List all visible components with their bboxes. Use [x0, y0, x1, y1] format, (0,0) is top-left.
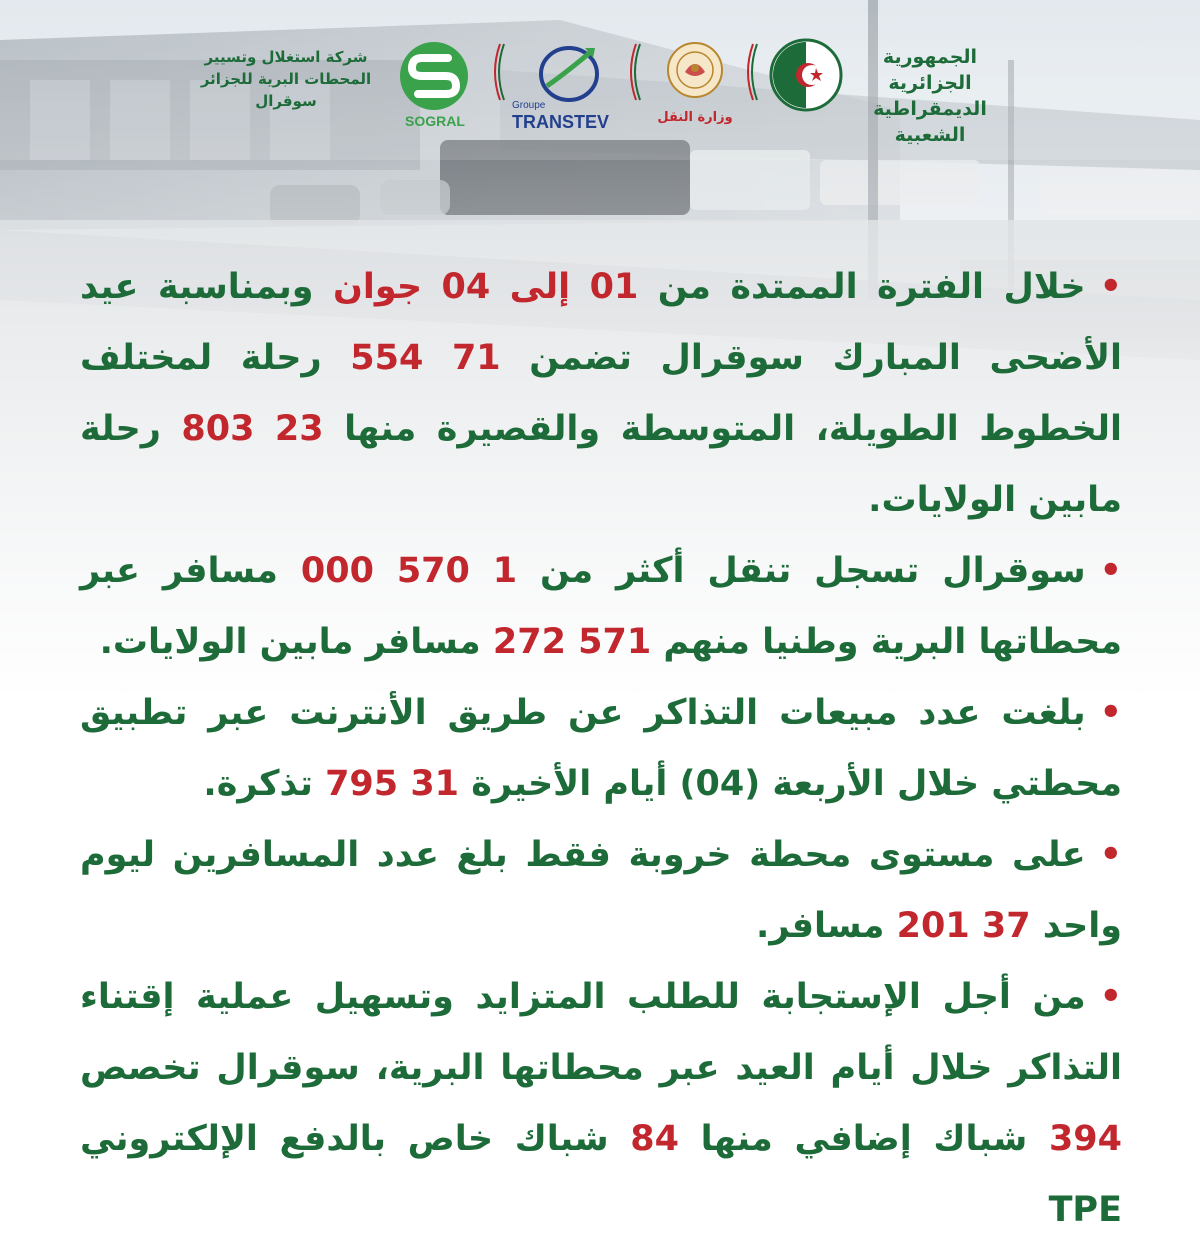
text: شباك إضافي منها — [679, 1119, 1049, 1159]
highlight: 23 803 — [181, 409, 324, 449]
sogral-name: SOGRAL — [405, 113, 465, 129]
transtev-logo-icon — [537, 42, 601, 102]
highlight: 1 570 000 — [300, 551, 518, 591]
bullet-icon: • — [1099, 551, 1122, 591]
text: مسافر عبر محطاتها البرية وطنيا منهم — [80, 551, 1122, 662]
divider-icon — [628, 42, 644, 102]
republic-title — [845, 44, 1015, 148]
company-line-2: المحطات البرية للجزائر — [200, 70, 372, 88]
transtev-wordmark — [512, 100, 624, 132]
company-line-1: شركة استغلال وتسيير — [204, 48, 368, 66]
bullet-icon: • — [1099, 977, 1122, 1017]
paragraph-4 — [80, 820, 1122, 962]
bullet-icon: • — [1099, 693, 1122, 733]
highlight: 84 — [630, 1119, 679, 1159]
text: من أجل الإستجابة للطلب المتزايد وتسهيل عملية إقتناء التذاكر خلال أيام العيد عبر محطاتها البرية، سوقرال تخصص — [80, 977, 1122, 1088]
text: تذكرة. — [203, 764, 326, 804]
text: شباك خاص بالدفع الإلكتروني TPE — [80, 1119, 1122, 1230]
company-line-3: سوقرال — [255, 92, 317, 110]
divider-icon — [492, 42, 508, 102]
sogral-logo-icon — [398, 40, 470, 112]
bullet-icon: • — [1099, 835, 1122, 875]
text: رحلة لمختلف الخطوط الطويلة، المتوسطة والقصيرة منها — [80, 338, 1122, 449]
text: مسافر. — [756, 906, 897, 946]
paragraph-3 — [80, 678, 1122, 820]
text: بلغت عدد مبيعات التذاكر عن طريق الأنترنت عبر تطبيق محطتي خلال الأربعة (04) أيام الأخيرة — [80, 693, 1122, 804]
highlight: 571 272 — [492, 622, 652, 662]
text: سوقرال تسجل تنقل أكثر من — [517, 551, 1086, 591]
header — [0, 0, 1200, 150]
highlight: 31 795 — [325, 764, 460, 804]
transtev-group-label: Groupe — [512, 100, 546, 111]
divider-icon — [745, 42, 761, 102]
highlight: 01 إلى 04 جوان — [333, 267, 639, 307]
text: خلال الفترة الممتدة من — [638, 267, 1086, 307]
paragraph-5 — [80, 962, 1122, 1246]
text: وبمناسبة عيد الأضحى المبارك سوقرال تضمن — [80, 267, 1122, 378]
announcement-body — [80, 252, 1122, 1246]
highlight: 71 554 — [350, 338, 501, 378]
text: على مستوى محطة خروبة فقط بلغ عدد المسافرين ليوم واحد — [80, 835, 1122, 946]
paragraph-1 — [80, 252, 1122, 536]
transtev-name: TRANSTEV — [512, 112, 610, 132]
algeria-flag-emblem-icon — [769, 38, 843, 112]
bullet-icon: • — [1099, 267, 1123, 307]
ministry-label: وزارة النقل — [657, 110, 733, 125]
republic-line-2: الديمقراطية الشعبية — [873, 98, 987, 146]
company-title — [196, 46, 376, 112]
text: مسافر مابين الولايات. — [99, 622, 493, 662]
paragraph-2 — [80, 536, 1122, 678]
highlight: 394 — [1048, 1119, 1122, 1159]
republic-line-1: الجمهورية الجزائرية — [882, 46, 978, 94]
ministry-seal-icon — [655, 38, 735, 108]
highlight: 37 201 — [896, 906, 1031, 946]
text: رحلة مابين الولايات. — [80, 409, 1122, 520]
